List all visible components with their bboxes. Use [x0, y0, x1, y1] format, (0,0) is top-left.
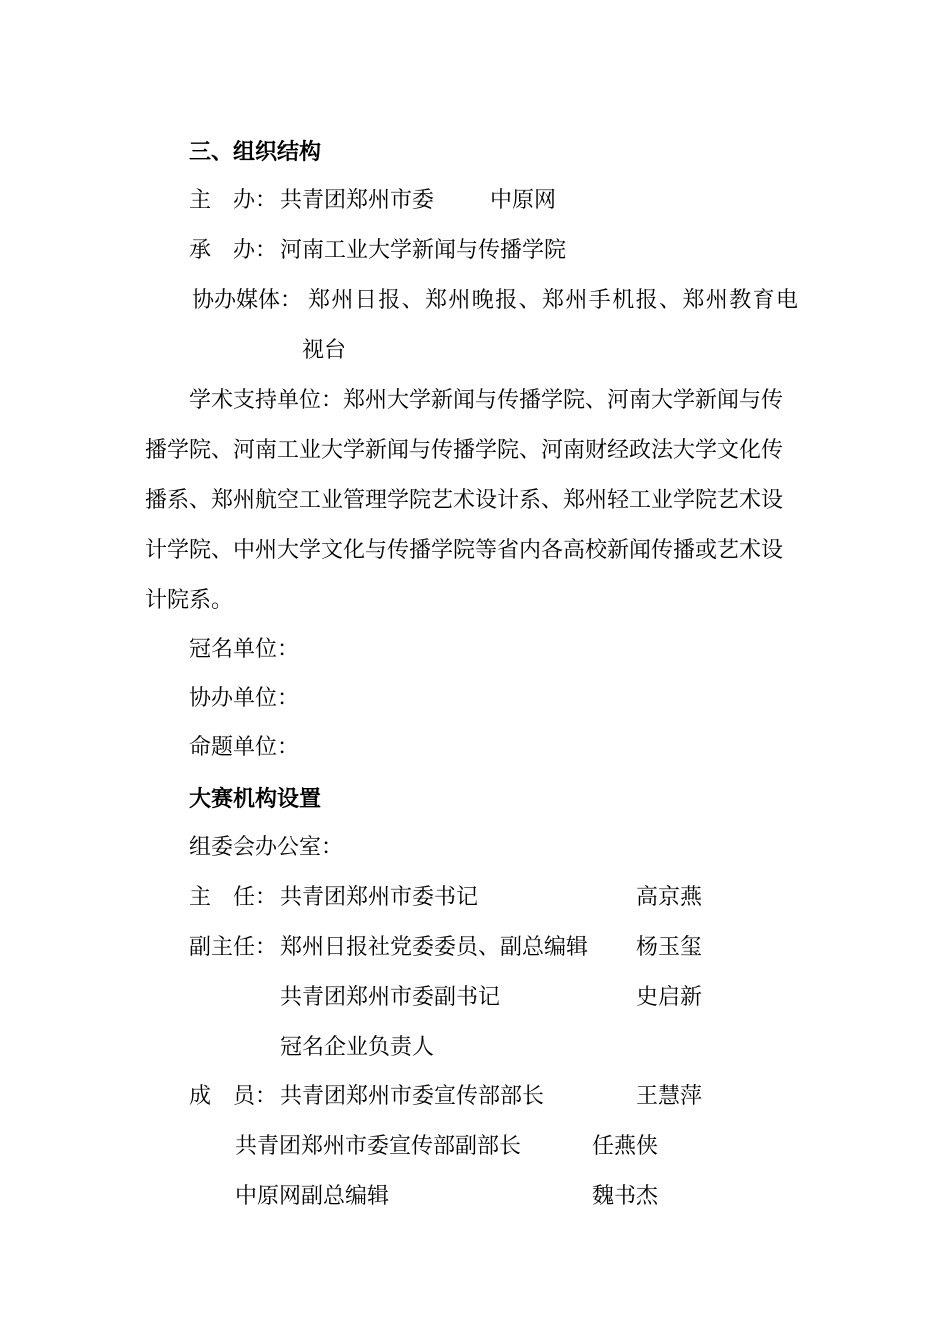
committee-row-position: 郑州日报社党委委员、副总编辑	[280, 935, 589, 960]
topic-unit-label: 命题单位：	[189, 735, 300, 760]
title-sponsor-label: 冠名单位：	[189, 637, 300, 662]
media-value-line2: 视台	[302, 338, 347, 363]
committee-row-position: 共青团郑州市委副书记	[280, 985, 501, 1010]
committee-row-position: 共青团郑州市委书记	[280, 885, 479, 910]
committee-row-name: 高京燕	[636, 885, 703, 910]
media-label: 协办媒体：	[192, 288, 303, 313]
committee-row-position: 中原网副总编辑	[235, 1184, 390, 1209]
committee-row-name: 王慧萍	[636, 1084, 703, 1109]
academic-support-line-4: 计学院、中州大学文化与传播学院等省内各高校新闻传播或艺术设	[145, 538, 784, 563]
office-label: 组委会办公室：	[189, 835, 344, 860]
undertaker-label: 承 办：	[189, 238, 278, 263]
committee-row-name: 史启新	[636, 985, 703, 1010]
committee-row-name: 任燕侠	[592, 1134, 659, 1159]
committee-row-position: 冠名企业负责人	[280, 1035, 435, 1060]
co-organizer-label: 协办单位：	[189, 686, 300, 711]
media-value-line1: 郑州日报、郑州晚报、郑州手机报、郑州教育电	[308, 288, 800, 313]
committee-row-label: 主 任：	[189, 885, 278, 910]
committee-row-position: 共青团郑州市委宣传部副部长	[235, 1134, 522, 1159]
committee-row-label: 副主任：	[189, 935, 278, 960]
committee-row-name: 魏书杰	[592, 1184, 659, 1209]
committee-row-name: 杨玉玺	[636, 935, 703, 960]
academic-support-line-1: 学术支持单位：郑州大学新闻与传播学院、河南大学新闻与传	[189, 388, 784, 413]
committee-row-position: 共青团郑州市委宣传部部长	[280, 1084, 545, 1109]
committee-heading: 大赛机构设置	[189, 786, 322, 812]
host-value-1: 共青团郑州市委	[280, 188, 435, 213]
host-label: 主 办：	[189, 188, 278, 213]
section-heading: 三、组织结构	[189, 139, 322, 165]
academic-support-line-3: 播系、郑州航空工业管理学院艺术设计系、郑州轻工业学院艺术设	[145, 488, 784, 513]
committee-row-label: 成 员：	[189, 1084, 278, 1109]
host-value-2: 中原网	[490, 188, 557, 213]
academic-support-line-5: 计院系。	[145, 588, 234, 613]
undertaker-value: 河南工业大学新闻与传播学院	[280, 238, 567, 263]
academic-support-line-2: 播学院、河南工业大学新闻与传播学院、河南财经政法大学文化传	[145, 438, 784, 463]
